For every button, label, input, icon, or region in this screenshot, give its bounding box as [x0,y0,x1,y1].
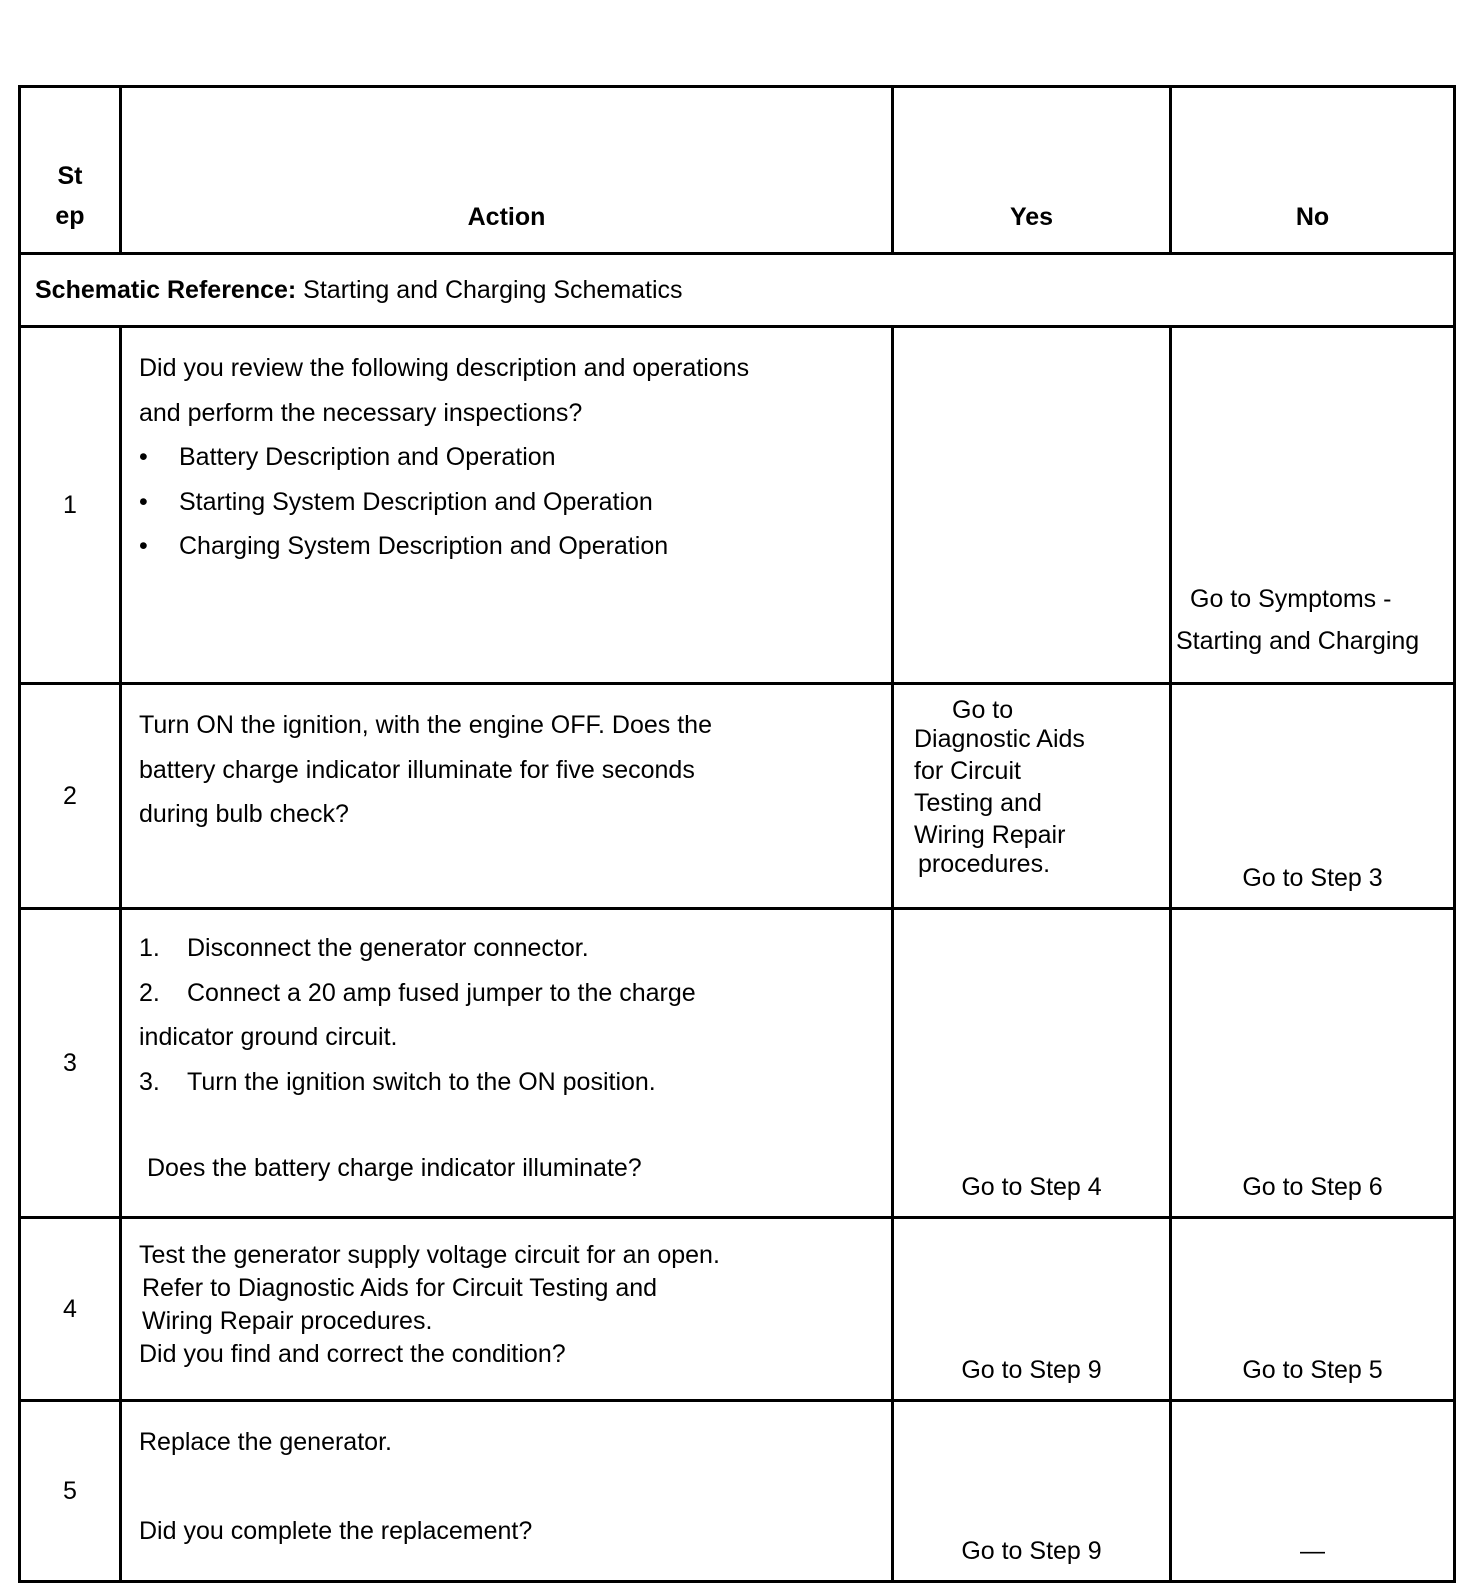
no-cell[interactable] [1171,327,1455,684]
action-cell [121,327,893,684]
yes-cell[interactable] [893,684,1171,909]
step-number: 3 [20,909,121,1218]
bullet-icon: • [139,487,148,516]
header-step [20,87,121,254]
numbered-item [139,1060,875,1105]
action-cell [121,1218,893,1401]
header-step-line2: ep [55,202,85,230]
item-text: Turn the ignition switch to the ON position. [187,1067,656,1096]
table-row [20,1401,1455,1582]
table-row [20,909,1455,1218]
bullet-link-starting[interactable]: Starting System Description and Operation [179,487,653,516]
numbered-item [139,971,875,1016]
yes-cell[interactable]: Go to Step 4 [893,909,1171,1218]
header-action: Action [121,87,893,254]
action-line: Did you review the following description and operations [139,354,750,382]
header-no: No [1171,87,1455,254]
item-number: 1. [139,934,160,962]
action-cell [121,909,893,1218]
yes-line[interactable]: Diagnostic Aids [914,725,1085,753]
no-cell[interactable]: Go to Step 6 [1171,909,1455,1218]
yes-line[interactable]: for Circuit [914,757,1021,785]
schematic-reference [20,254,1455,327]
no-cell[interactable]: Go to Step 3 [1171,684,1455,909]
no-cell[interactable]: Go to Step 5 [1171,1218,1455,1401]
table-row [20,327,1455,684]
no-line[interactable]: Go to Symptoms - [1190,585,1392,613]
yes-cell[interactable]: Go to Step 9 [893,1218,1171,1401]
schematic-label: Schematic Reference: [35,275,297,304]
action-cell [121,1401,893,1582]
bullet-item [139,524,875,569]
yes-cell [893,327,1171,684]
action-line: battery charge indicator illuminate for five seconds [139,755,695,784]
numbered-item [139,926,875,971]
table-row [20,1218,1455,1401]
yes-line[interactable]: Testing and [914,789,1042,817]
diagnostic-table [18,85,1456,1583]
action-line: Did you complete the replacement? [139,1517,533,1545]
yes-cell[interactable]: Go to Step 9 [893,1401,1171,1582]
bullet-icon: • [139,443,148,471]
yes-line[interactable]: Go to [952,696,1014,724]
header-step-line1: St [57,162,83,190]
diagnostic-table-page [18,85,1453,1583]
action-question: Does the battery charge indicator illuminate? [147,1154,642,1182]
no-cell: — [1171,1401,1455,1582]
bullet-link-charging[interactable]: Charging System Description and Operation [179,532,669,560]
item-text: Connect a 20 amp fused jumper to the charge [187,978,696,1007]
action-link[interactable]: Refer to Diagnostic Aids for Circuit Testing and [142,1274,658,1302]
yes-line[interactable]: procedures. [918,850,1051,878]
action-line: Did you find and correct the condition? [139,1340,566,1368]
table-row [20,684,1455,909]
step-number: 2 [20,684,121,909]
item-number: 2. [139,978,160,1007]
item-number: 3. [139,1067,160,1096]
step-number: 1 [20,327,121,684]
header-row [20,87,1455,254]
bullet-icon: • [139,532,148,560]
step-number: 5 [20,1401,121,1582]
bullet-item [139,435,875,480]
action-cell [121,684,893,909]
bullet-item [139,480,875,525]
action-line: Replace the generator. [139,1428,392,1456]
item-text: Disconnect the generator connector. [187,934,589,962]
spacer [139,1464,875,1509]
no-line[interactable]: Starting and Charging [1176,627,1420,655]
schematic-row [20,254,1455,327]
bullet-link-battery[interactable]: Battery Description and Operation [179,443,556,471]
yes-line[interactable]: Wiring Repair [914,821,1066,849]
action-line: during bulb check? [139,800,349,828]
step-number: 4 [20,1218,121,1401]
spacer [139,1104,875,1146]
schematic-link[interactable]: Starting and Charging Schematics [296,275,683,304]
header-yes: Yes [893,87,1171,254]
action-line: Test the generator supply voltage circuit for an open. [139,1241,720,1269]
action-line: and perform the necessary inspections? [139,398,583,427]
action-link[interactable]: Wiring Repair procedures. [142,1307,433,1335]
action-line: Turn ON the ignition, with the engine OFF. Does the [139,711,712,739]
item-continuation: indicator ground circuit. [139,1023,398,1051]
